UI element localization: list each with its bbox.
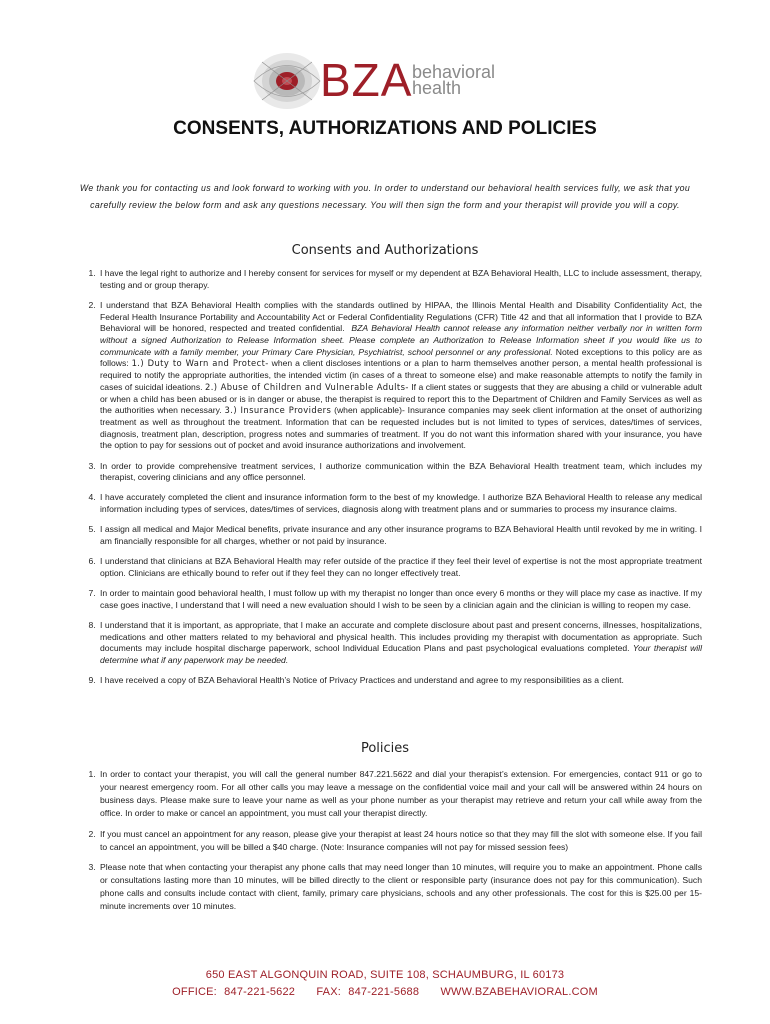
logo-sub-line2: health	[412, 78, 462, 98]
footer-website: WWW.BZABEHAVIORAL.COM	[440, 986, 598, 998]
footer-contact	[0, 986, 770, 998]
consent-item-9: 9. I have received a copy of BZA Behavioral Health’s Notice of Privacy Practices and understand and agree to my responsibilities as a client.	[98, 675, 702, 687]
consent-item-1: 1. I have the legal right to authorize and I hereby consent for services for myself or my dependent at BZA Behavioral Health, LLC to include assessment, therapy, testing and or group therapy.	[98, 268, 702, 291]
consent-2-text-c: Noted exceptions to this policy are as follows:	[100, 346, 702, 369]
insurance-heading: 3.) Insurance Providers	[224, 405, 332, 416]
consent-2-text-a: I understand that BZA Behavioral Health complies with the standards outlined by HIPAA, the Illinois Mental Health and Disability Confidentiality Act, the Federal Health Insurance Portability and Accountability Act or Federal Confidentiality Regulations (CFR) Title 42 and that all information that I provide to BZA Behavioral will be honored, respected and treated confidential.	[100, 299, 702, 334]
duty-to-warn-heading: 1.) Duty to Warn and Protect-	[131, 358, 269, 369]
footer-office-phone: OFFICE: 847-221-5622	[172, 986, 296, 998]
consent-2-text-d: when a client discloses intentions or a plan to harm themselves another person, a mental health professional is required to notify the appropriate authorities, the intended victim (in cases of a threat to someone else) and make reasonable attempts to notify the family in cases of suicidal ideations.	[100, 358, 702, 392]
policy-item-1: 1. In order to contact your therapist, you will call the general number 847.221.5622 and dial your therapist’s extension. For emergencies, contact 911 or go to your nearest emergency room. For all other calls you may leave a message on the confidential voice mail and your call will be answered within 24 hours on business days. Please make sure to leave your name as well as your phone number as your therapist may retrieve and return your call while away from the office. In order to make or cancel an appointment, you must call your therapist directly.	[98, 768, 702, 820]
consent-item-8	[98, 620, 702, 667]
policy-item-3: 3. Please note that when contacting your therapist any phone calls that may need longer than 10 minutes, will require you to make an appointment. Phone calls or consultations lasting more than 10 minutes, will be billed directly to the client or responsible party (insurance does not pay for this communication). Such phone calls and consults include contact with client, family, primary care physicians, schools and any other professionals. The cost for this is $25.00 per 15-minute increments over 10 minutes.	[98, 861, 702, 913]
bza-logo	[252, 50, 532, 112]
consent-2-text-b: BZA Behavioral Health cannot release any information neither verbally nor in written form without a signed Authorization to Release Information sheet. Please complete an Authorization to Release Information sheet if you would like us to communicate with a family member, your Primary Care Physician, Psychiatrist, school personnel or any professional.	[100, 323, 702, 357]
consent-item-6: 6. I understand that clinicians at BZA Behavioral Health may refer outside of the practice if they feel their level of expertise is not the most appropriate treatment option. Clinicians are ethically bound to refer out if they feel they can no longer effectively treat.	[98, 556, 702, 579]
logo-sub-line1: behavioral	[412, 62, 496, 82]
logo-wordmark: BZA	[320, 54, 413, 106]
page-title: CONSENTS, AUTHORIZATIONS AND POLICIES	[173, 118, 597, 139]
consent-8-text-b: Your therapist will determine what if any paperwork may be needed.	[100, 643, 702, 666]
consent-item-7: 7. In order to maintain good behavioral health, I must follow up with my therapist no longer than once every 6 months or they will place my case as inactive. If my case goes inactive, I understand that I will need a new evaluation should I wish to be seen by a clinician again and the clinician is willing to reopen my case.	[98, 588, 702, 611]
intro-paragraph: We thank you for contacting us and look forward to working with you. In order to understand our behavioral health services fully, we ask that you carefully review the below form and ask any questions necessary. You will then sign the form and your therapist will provide you will a copy.	[79, 183, 691, 210]
logo-mark-icon	[252, 50, 322, 112]
logo-subtitle	[412, 64, 495, 96]
consents-list	[78, 268, 702, 696]
consents-heading: Consents and Authorizations	[291, 243, 479, 258]
abuse-heading: 2.) Abuse of Children and Vulnerable Adults-	[205, 381, 409, 392]
consent-2-text-f: (when applicable)- Insurance companies may seek client information at the onset of authorizing treatment as well as throughout the treatment. Information that can be requested includes but is not limited to types of services, dates/times of services, diagnosis, treatment plan, description, progress notes and summaries of treatment. If you do not want this information shared with your insurance, you have the option to pay for sessions out of pocket and avoid insurance authorizations and involvement.	[100, 405, 702, 451]
footer-fax: FAX: 847-221-5688	[316, 986, 420, 998]
consent-item-3: 3. In order to provide comprehensive treatment services, I authorize communication within the BZA Behavioral Health treatment team, which includes my therapist, covering clinicians and any office personnel.	[98, 461, 702, 484]
policies-list	[78, 768, 702, 921]
consent-8-text-a: I understand that it is important, as appropriate, that I make an accurate and complete disclosure about past and present concerns, illnesses, hospitalizations, medications and other matters related to my behavioral and physical health. This includes providing my therapist with documentation as appropriate. Such documents may include hospital discharge paperwork, school Individual Education Plans and past psychological evaluations completed.	[100, 620, 702, 654]
consent-item-4: 4. I have accurately completed the client and insurance information form to the best of my knowledge. I authorize BZA Behavioral Health to release any medical information including types of services, dates/times of services, diagnosis along with treatment plans and or summaries to process my insurance claims.	[98, 492, 702, 515]
footer-address: 650 EAST ALGONQUIN ROAD, SUITE 108, SCHAUMBURG, IL 60173	[205, 969, 565, 981]
policy-item-2: 2. If you must cancel an appointment for any reason, please give your therapist at least 24 hours notice so that they may fill the slot with someone else. If you fail to cancel an appointment, you will be billed a $40 charge. (Note: Insurance companies will not pay for missed session fees)	[98, 828, 702, 854]
consent-item-5: 5. I assign all medical and Major Medical benefits, private insurance and any other insurance programs to BZA Behavioral Health until revoked by me in writing. I am financially responsible for all charges, whether or not paid by insurance.	[98, 524, 702, 547]
consent-item-2	[98, 300, 702, 452]
policies-heading: Policies	[360, 741, 410, 756]
consent-2-text-e: If a client states or suggests that they are abusing a child or vulnerable adult or when a child has been abused or is in danger or abuse, the therapist is required to report this to the Department of Children and Family Services as well as the authorities when necessary.	[100, 381, 703, 416]
